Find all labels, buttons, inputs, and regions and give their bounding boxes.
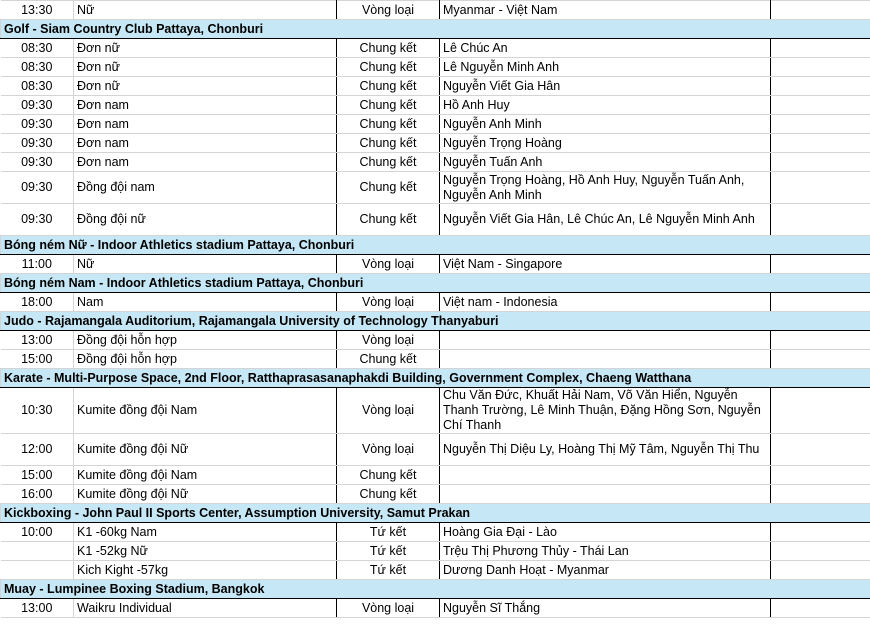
event-cell: Kumite đồng đội Nữ xyxy=(74,434,337,466)
empty-cell xyxy=(771,331,870,350)
round-cell: Vòng loại xyxy=(337,388,440,434)
event-cell: Đơn nam xyxy=(74,134,337,153)
round-cell: Chung kết xyxy=(337,204,440,236)
table-row xyxy=(1,388,870,434)
time-cell: 18:00 xyxy=(1,293,74,312)
venue-header: Muay - Lumpinee Boxing Stadium, Bangkok xyxy=(1,580,870,599)
athletes-cell: Chu Văn Đức, Khuất Hải Nam, Võ Văn Hiển, Nguyễn Thanh Trường, Lê Minh Thuận, Đặng Hồng Sơn, Nguyễn Chí Thanh xyxy=(440,388,771,434)
empty-cell xyxy=(771,523,870,542)
time-cell: 09:30 xyxy=(1,204,74,236)
time-cell: 10:30 xyxy=(1,388,74,434)
athletes-cell: Nguyễn Thị Diệu Ly, Hoàng Thị Mỹ Tâm, Nguyễn Thị Thu xyxy=(440,434,771,466)
event-cell: Đồng đội nữ xyxy=(74,204,337,236)
venue-header-row xyxy=(1,274,870,293)
round-cell: Vòng loại xyxy=(337,1,440,20)
time-cell: 11:00 xyxy=(1,255,74,274)
time-cell: 16:00 xyxy=(1,485,74,504)
time-cell: 09:30 xyxy=(1,134,74,153)
athletes-cell: Nguyễn Viết Gia Hân, Lê Chúc An, Lê Nguyễn Minh Anh xyxy=(440,204,771,236)
table-row xyxy=(1,172,870,204)
event-cell: Đơn nữ xyxy=(74,58,337,77)
empty-cell xyxy=(771,255,870,274)
venue-header: Golf - Siam Country Club Pattaya, Chonburi xyxy=(1,20,870,39)
event-cell: Đơn nam xyxy=(74,153,337,172)
empty-cell xyxy=(771,293,870,312)
athletes-cell: Dương Danh Hoạt - Myanmar xyxy=(440,561,771,580)
time-cell: 15:00 xyxy=(1,466,74,485)
event-cell: Đơn nam xyxy=(74,96,337,115)
table-row xyxy=(1,96,870,115)
time-cell: 08:30 xyxy=(1,58,74,77)
time-cell: 13:00 xyxy=(1,331,74,350)
round-cell: Chung kết xyxy=(337,485,440,504)
table-row xyxy=(1,523,870,542)
event-cell: Nữ xyxy=(74,1,337,20)
table-row xyxy=(1,599,870,618)
time-cell: 13:00 xyxy=(1,599,74,618)
table-row xyxy=(1,485,870,504)
empty-cell xyxy=(771,542,870,561)
round-cell: Chung kết xyxy=(337,58,440,77)
venue-header: Bóng ném Nữ - Indoor Athletics stadium Pattaya, Chonburi xyxy=(1,236,870,255)
event-cell: Đồng đội hỗn hợp xyxy=(74,331,337,350)
athletes-cell: Nguyễn Trọng Hoàng, Hồ Anh Huy, Nguyễn Tuấn Anh, Nguyễn Anh Minh xyxy=(440,172,771,204)
event-cell: K1 -52kg Nữ xyxy=(74,542,337,561)
event-cell: Kumite đồng đội Nam xyxy=(74,466,337,485)
empty-cell xyxy=(771,134,870,153)
time-cell: 12:00 xyxy=(1,434,74,466)
athletes-cell: Myanmar - Việt Nam xyxy=(440,1,771,20)
athletes-cell xyxy=(440,466,771,485)
round-cell: Chung kết xyxy=(337,172,440,204)
round-cell: Chung kết xyxy=(337,350,440,369)
event-cell: Kumite đồng đội Nữ xyxy=(74,485,337,504)
athletes-cell: Trệu Thị Phương Thủy - Thái Lan xyxy=(440,542,771,561)
athletes-cell: Hồ Anh Huy xyxy=(440,96,771,115)
empty-cell xyxy=(771,58,870,77)
round-cell: Vòng loại xyxy=(337,331,440,350)
event-cell: Đơn nữ xyxy=(74,39,337,58)
table-row xyxy=(1,255,870,274)
empty-cell xyxy=(771,561,870,580)
empty-cell xyxy=(771,77,870,96)
time-cell xyxy=(1,561,74,580)
event-cell: Nam xyxy=(74,293,337,312)
time-cell xyxy=(1,542,74,561)
venue-header: Kickboxing - John Paul II Sports Center, Assumption University, Samut Prakan xyxy=(1,504,870,523)
empty-cell xyxy=(771,466,870,485)
round-cell: Tứ kết xyxy=(337,523,440,542)
round-cell: Vòng loại xyxy=(337,255,440,274)
round-cell: Chung kết xyxy=(337,466,440,485)
time-cell: 09:30 xyxy=(1,153,74,172)
time-cell: 08:30 xyxy=(1,39,74,58)
empty-cell xyxy=(771,485,870,504)
empty-cell xyxy=(771,1,870,20)
athletes-cell xyxy=(440,350,771,369)
table-row xyxy=(1,466,870,485)
empty-cell xyxy=(771,388,870,434)
venue-header: Judo - Rajamangala Auditorium, Rajamangala University of Technology Thanyaburi xyxy=(1,312,870,331)
table-row xyxy=(1,1,870,20)
venue-header-row xyxy=(1,580,870,599)
athletes-cell: Lê Chúc An xyxy=(440,39,771,58)
event-cell: Kumite đồng đội Nam xyxy=(74,388,337,434)
empty-cell xyxy=(771,96,870,115)
empty-cell xyxy=(771,599,870,618)
table-row xyxy=(1,350,870,369)
table-row xyxy=(1,293,870,312)
table-row xyxy=(1,542,870,561)
empty-cell xyxy=(771,172,870,204)
table-row xyxy=(1,153,870,172)
empty-cell xyxy=(771,204,870,236)
venue-header-row xyxy=(1,504,870,523)
athletes-cell: Nguyễn Anh Minh xyxy=(440,115,771,134)
athletes-cell: Lê Nguyễn Minh Anh xyxy=(440,58,771,77)
athletes-cell xyxy=(440,485,771,504)
event-cell: K1 -60kg Nam xyxy=(74,523,337,542)
round-cell: Chung kết xyxy=(337,39,440,58)
event-cell: Waikru Individual xyxy=(74,599,337,618)
round-cell: Tứ kết xyxy=(337,542,440,561)
time-cell: 09:30 xyxy=(1,96,74,115)
table-row xyxy=(1,434,870,466)
round-cell: Chung kết xyxy=(337,153,440,172)
venue-header-row xyxy=(1,236,870,255)
time-cell: 09:30 xyxy=(1,172,74,204)
table-row xyxy=(1,39,870,58)
empty-cell xyxy=(771,39,870,58)
time-cell: 15:00 xyxy=(1,350,74,369)
event-cell: Nữ xyxy=(74,255,337,274)
empty-cell xyxy=(771,350,870,369)
empty-cell xyxy=(771,153,870,172)
venue-header-row xyxy=(1,20,870,39)
athletes-cell: Nguyễn Tuấn Anh xyxy=(440,153,771,172)
athletes-cell: Hoàng Gia Đại - Lào xyxy=(440,523,771,542)
event-cell: Kich Kight -57kg xyxy=(74,561,337,580)
round-cell: Chung kết xyxy=(337,96,440,115)
time-cell: 09:30 xyxy=(1,115,74,134)
table-row xyxy=(1,204,870,236)
table-row xyxy=(1,115,870,134)
athletes-cell: Nguyễn Viết Gia Hân xyxy=(440,77,771,96)
table-row xyxy=(1,134,870,153)
event-cell: Đồng đội hỗn hợp xyxy=(74,350,337,369)
round-cell: Chung kết xyxy=(337,77,440,96)
empty-cell xyxy=(771,434,870,466)
round-cell: Vòng loại xyxy=(337,293,440,312)
round-cell: Tứ kết xyxy=(337,561,440,580)
round-cell: Vòng loại xyxy=(337,599,440,618)
event-cell: Đồng đội nam xyxy=(74,172,337,204)
athletes-cell: Việt Nam - Singapore xyxy=(440,255,771,274)
venue-header-row xyxy=(1,369,870,388)
venue-header: Bóng ném Nam - Indoor Athletics stadium Pattaya, Chonburi xyxy=(1,274,870,293)
round-cell: Chung kết xyxy=(337,115,440,134)
venue-header-row xyxy=(1,312,870,331)
athletes-cell xyxy=(440,331,771,350)
athletes-cell: Nguyễn Sĩ Thắng xyxy=(440,599,771,618)
time-cell: 10:00 xyxy=(1,523,74,542)
table-row xyxy=(1,77,870,96)
athletes-cell: Nguyễn Trọng Hoàng xyxy=(440,134,771,153)
event-cell: Đơn nam xyxy=(74,115,337,134)
round-cell: Chung kết xyxy=(337,134,440,153)
table-row xyxy=(1,58,870,77)
round-cell: Vòng loại xyxy=(337,434,440,466)
time-cell: 13:30 xyxy=(1,1,74,20)
schedule-body xyxy=(1,1,870,618)
table-row xyxy=(1,331,870,350)
athletes-cell: Việt nam - Indonesia xyxy=(440,293,771,312)
venue-header: Karate - Multi-Purpose Space, 2nd Floor, Ratthaprasasanaphakdi Building, Government Complex, Chaeng Watthana xyxy=(1,369,870,388)
time-cell: 08:30 xyxy=(1,77,74,96)
empty-cell xyxy=(771,115,870,134)
table-row xyxy=(1,561,870,580)
event-cell: Đơn nữ xyxy=(74,77,337,96)
